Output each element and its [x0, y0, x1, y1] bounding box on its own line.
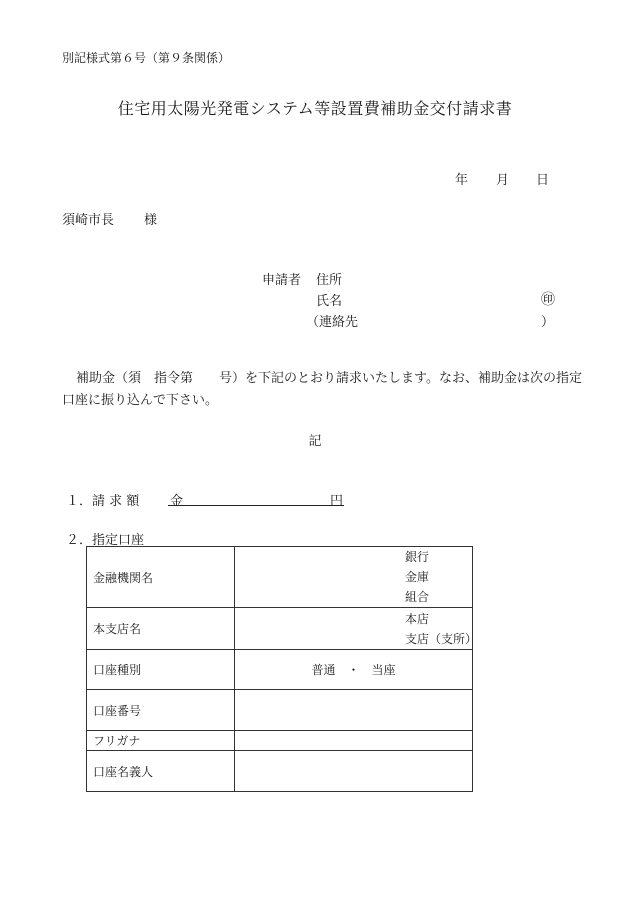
applicant-label: 申請者 [262, 273, 302, 288]
amount-suffix: 円 [330, 494, 344, 509]
request-amount-label: １．請 求 額 [66, 494, 140, 509]
account-section-label: ２．指定口座 [66, 533, 145, 548]
bank-option: 銀行 [405, 550, 430, 564]
applicant-name-label: 氏名 [316, 294, 343, 309]
branch-option: 支店（支所） [405, 631, 478, 646]
form-reference: 別記様式第６号（第９条関係） [62, 51, 231, 65]
amount-underline [168, 505, 344, 506]
document-title: 住宅用太陽光発電システム等設置費補助金交付請求書 [117, 99, 513, 118]
bank-name-cell[interactable] [235, 547, 473, 608]
account-holder-cell[interactable] [235, 751, 473, 792]
furigana-label: フリガナ [87, 731, 235, 751]
date-month-label: 月 [496, 173, 510, 188]
date-day-label: 日 [536, 173, 550, 188]
request-body-text: 補助金（須 指令第 号）を下記のとおり請求いたします。なお、補助金は次の指定口座に振り込んで下さい。 [62, 371, 582, 408]
amount-prefix: 金 [170, 494, 184, 509]
table-row [87, 731, 473, 751]
bank-name-label: 金融機関名 [87, 547, 235, 608]
branch-option: 本店 [405, 611, 430, 626]
account-number-label: 口座番号 [87, 690, 235, 731]
contact-close: ） [541, 315, 555, 330]
date-year-label: 年 [455, 173, 469, 188]
furigana-cell[interactable] [235, 731, 473, 751]
applicant-address-label: 住所 [316, 273, 343, 288]
table-row [87, 608, 473, 650]
table-row [87, 751, 473, 792]
addressee-honorific: 様 [144, 213, 158, 228]
account-holder-label: 口座名義人 [87, 751, 235, 792]
ki-heading: 記 [308, 434, 322, 449]
contact-open: （連絡先 [306, 315, 359, 330]
table-row [87, 650, 473, 690]
account-table [86, 546, 478, 792]
branch-name-label: 本支店名 [87, 608, 235, 650]
bank-option: 金庫 [405, 570, 430, 584]
account-type-value[interactable]: 普通 ・ 当座 [235, 650, 473, 690]
branch-name-cell[interactable] [235, 608, 478, 650]
seal-mark: ㊞ [541, 292, 555, 308]
bank-option: 組合 [405, 590, 430, 604]
account-type-label: 口座種別 [87, 650, 235, 690]
addressee-name: 須崎市長 [62, 213, 115, 228]
table-row [87, 547, 473, 608]
table-row [87, 690, 473, 731]
account-number-cell[interactable] [235, 690, 473, 731]
